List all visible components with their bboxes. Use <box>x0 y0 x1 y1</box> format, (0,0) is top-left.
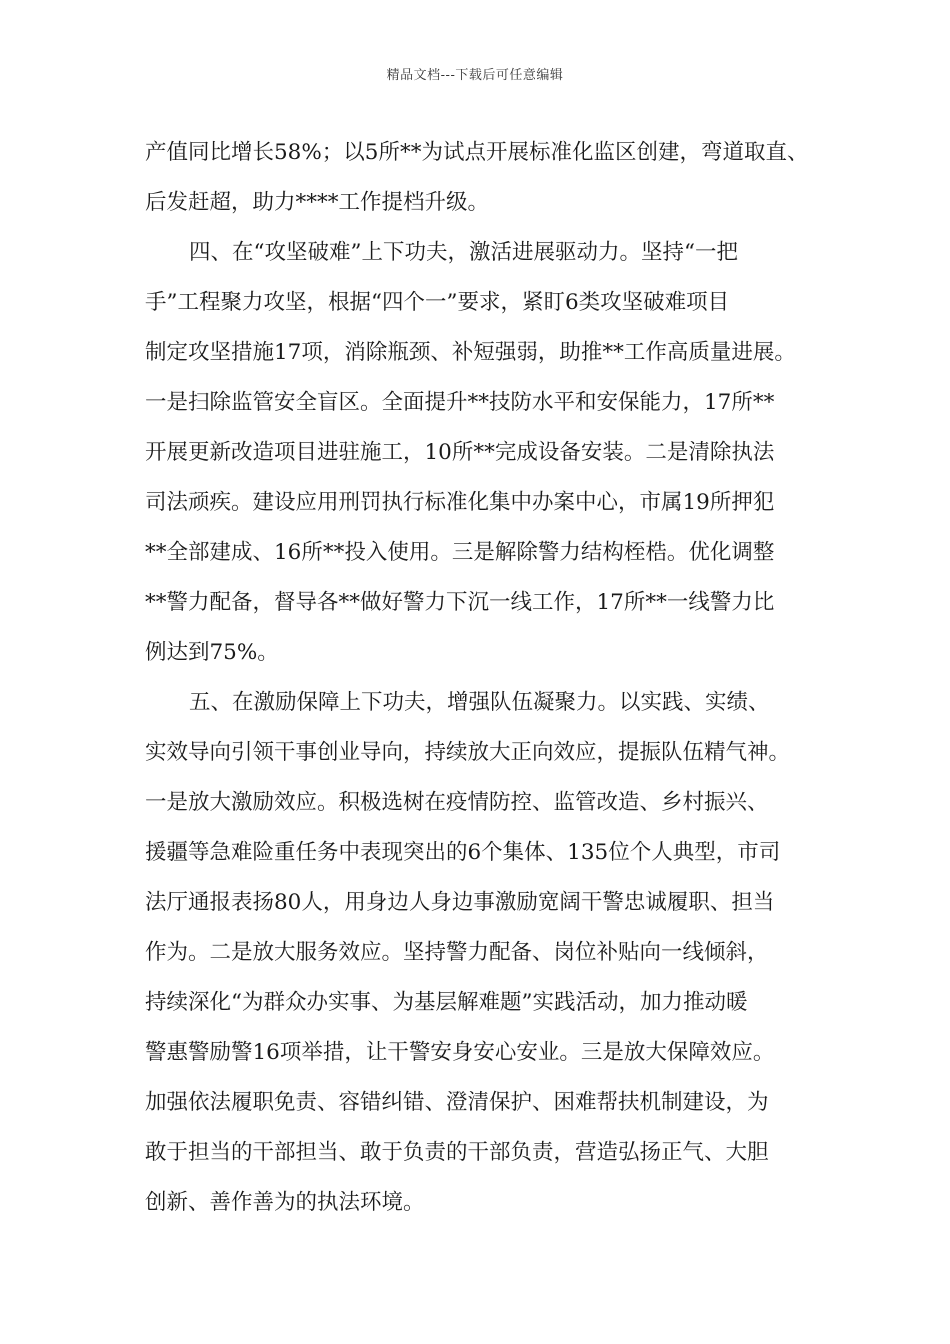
text-line: 加强依法履职免责、容错纠错、澄清保护、困难帮扶机制建设，为 <box>145 1090 769 1115</box>
text-line: **警力配备，督导各**做好警力下沉一线工作，17所**一线警力比 <box>145 590 775 615</box>
document-body <box>145 128 815 1228</box>
text-line: 司法顽疾。建设应用刑罚执行标准化集中办案中心，市属19所押犯 <box>145 490 775 515</box>
text-line: 一是扫除监管安全盲区。全面提升**技防水平和安保能力，17所** <box>145 390 775 415</box>
text-line: 例达到75%。 <box>145 640 279 665</box>
text-line: 法厅通报表扬80人，用身边人身边事激励宽阔干警忠诚履职、担当 <box>145 890 775 915</box>
text-line: 实效导向引领干事创业导向，持续放大正向效应，提振队伍精气神。 <box>145 740 791 765</box>
section-heading-line: 四、在“攻坚破难”上下功夫，激活进展驱动力。坚持“一把 <box>189 240 738 265</box>
text-line: 产值同比增长58%；以5所**为试点开展标准化监区创建，弯道取直、 <box>145 140 809 165</box>
text-line: 警惠警励警16项举措，让干警安身安心安业。三是放大保障效应。 <box>145 1040 775 1065</box>
text-line: 援疆等急难险重任务中表现突出的6个集体、135位个人典型，市司 <box>145 840 781 865</box>
page-header: 精品文档---下载后可任意编辑 <box>386 68 564 83</box>
text-line: 一是放大激励效应。积极选树在疫情防控、监管改造、乡村振兴、 <box>145 790 769 815</box>
text-line: 创新、善作善为的执法环境。 <box>145 1190 425 1215</box>
text-line: 敢于担当的干部担当、敢于负责的干部负责，营造弘扬正气、大胆 <box>145 1140 769 1165</box>
text-line: 持续深化“为群众办实事、为基层解难题”实践活动，加力推动暖 <box>145 990 748 1015</box>
section-heading-line: 五、在激励保障上下功夫，增强队伍凝聚力。以实践、实绩、 <box>189 690 770 715</box>
text-line: 后发赶超，助力****工作提档升级。 <box>145 190 490 215</box>
text-line: 开展更新改造项目进驻施工，10所**完成设备安装。二是清除执法 <box>145 440 775 465</box>
text-line: 制定攻坚措施17项，消除瓶颈、补短强弱，助推**工作高质量进展。 <box>145 340 796 365</box>
text-line: 手”工程聚力攻坚，根据“四个一”要求，紧盯6类攻坚破难项目 <box>145 290 730 315</box>
text-line: **全部建成、16所**投入使用。三是解除警力结构桎梏。优化调整 <box>145 540 775 565</box>
text-line: 作为。二是放大服务效应。坚持警力配备、岗位补贴向一线倾斜， <box>145 940 769 965</box>
